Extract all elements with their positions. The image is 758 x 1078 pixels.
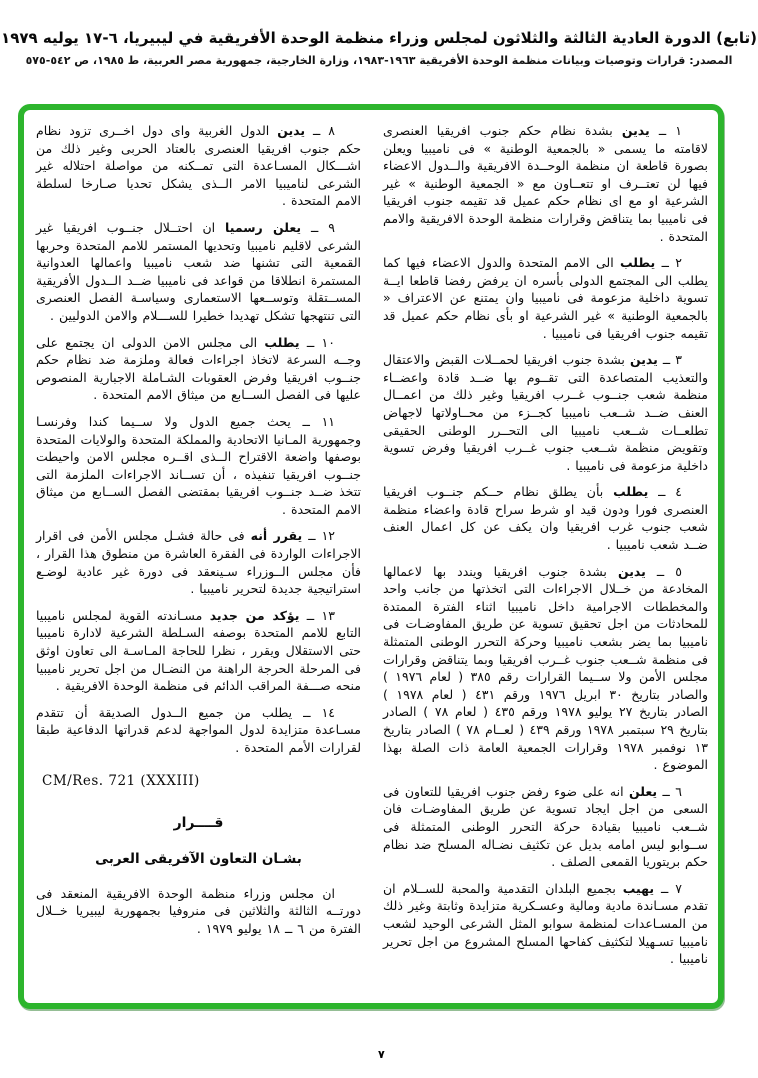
column-right xyxy=(383,122,708,993)
resolution-clause: ١١ ــ يحث جميع الدول ولا ســيما كندا وفرنسـا وجمهورية المـانيا الاتحادية والمملكة المتحدة والولايات المتحدة بوصفها واضعة الاقتراح الــذى اقــره مجلس الامن واحيطت جنــوب افريقيا تنفيذه ، أن تســاند الاجراءات الملزمة التى تتخذ ضــد جنــوب افريقيا بمقتضى الفصل الســابع من ميثاق الامم المتحدة . xyxy=(36,413,361,517)
decision-heading: قــــرار xyxy=(173,814,224,831)
session-title: (تابع) الدورة العادية الثالثة والثلاثون لمجلس وزراء منظمة الوحدة الأفريقية في ليبيريا، ٦-١٧ يوليه ١٩٧٩ xyxy=(1,29,757,47)
column-left-paragraphs xyxy=(36,122,361,757)
decision-subject: بشـان التعاون الآفريقى العربى xyxy=(95,850,302,867)
resolution-clause: ١ ــ يدين بشدة نظام حكم جنوب افريقيا العنصرى لاقامته ما يسمى « بالجمعية الوطنية » فى ناميبيا ويعلن بصورة قاطعة ان منظمة الوحــدة الافريقية والــدول الاعضاء فيها لن تعتــرف او تتعــاون مع « الجمعية الوطنية » غير الشرعية او مع اى نظام حكم عميل قد تقيمه جنوب افريقيا فى ناميبيا بما يتناقض وقرارات منظمة الوحدة الافريقية والامم المتحدة . xyxy=(383,123,708,244)
resolution-clause: ١٣ ــ يؤكد من جديد مسـاندته القوية لمجلس ناميبيا التابع للامم المتحدة بوصفه السـلطة الشرعية لادارة ناميبيا حتى الاستقلال ويقرر ، نظرا للحاجة المـاسـة الى تعاون اوثق فى المرحلة الحرجة الراهنة من النضـال من اجل تحرير ناميبيا منحه صـــفة المراقب الدائم فى منظمة الوحدة الافريقية . xyxy=(36,607,361,694)
column-right-paragraphs xyxy=(383,122,708,968)
resolution-reference: CM/Res. 721 (XXXIII) xyxy=(42,772,200,789)
source-citation: المصدر: قرارات وتوصيات وبيانات منظمة الوحدة الأفريقية ١٩٦٣-١٩٨٣، وزارة الخارجية، جمهورية مصر العربية، ط ١٩٨٥، ص ٥٤٢-٥٧٥ xyxy=(25,54,733,67)
resolution-clause: ١٤ ــ يطلب من جميع الــدول الصديقة أن تتقدم مسـاعدة متزايدة لدول المواجهة لدعم قدراتها الدفاعية طبقا لقرارات الأمم المتحدة . xyxy=(36,704,361,755)
resolution-clause: ٧ ــ يهيب بجميع البلدان التقدمية والمحبة للســلام ان تقدم مسـاندة مادية ومالية وعسـكرية متزايدة وثابتة وغير ذلك من المسـاعدات لمنظمة سوابو المثل الشرعى الوحيد لشعب ناميبيا تسـهيلا لتكثيف كفاحها المسلح المشروع من اجل تحرير ناميبيا . xyxy=(383,880,708,967)
green-highlight-frame xyxy=(18,104,724,1009)
page-header xyxy=(0,28,758,67)
resolution-clause: ٨ ــ يدين الدول الغربية واى دول اخــرى تزود نظام حكم جنوب افريقيا العنصرى بالعتاد الحربى وغير ذلك من اشـــكال المسـاعدة التى تمــكنه من مواصلة احتلاله غير الشرعى لناميبيا الامر الــذى يشكل تحديا صـارخا لسلطة الامم المتحدة . xyxy=(36,123,361,209)
page-number-mark: ٧ xyxy=(378,1048,385,1061)
resolution-clause: ٣ ــ يدين بشدة جنوب افريقيا لحمــلات القبض والاعتقال والتعذيب المتصاعدة التى تقــوم بها ضــد قادة واعضــاء منظمة شعب جنــوب غــرب افريقيا وغير ذلك من اعمــال العنف ضــد شــعب ناميبيا كجــزء من محــاولاتها لاجهاض تطلعــات شــعب ناميبيا الى التحــرر الوطنى الحقيقى وتقويض منظمة شــعب جنوب غــرب افريقيا وفرض تسوية داخلية مزعومة فى ناميبيا . xyxy=(383,352,708,473)
closing-paragraph: ان مجلس وزراء منظمة الوحدة الافريقية المنعقد فى دورتــه الثالثة والثلاثين فى منروفيا بجمهورية ليبيريا خــلال الفترة من ٦ ــ ١٨ يوليو ١٩٧٩ . xyxy=(36,885,361,936)
two-column-text xyxy=(24,110,718,1003)
resolution-clause: ١٢ ــ يقرر أنه فى حالة فشـل مجلس الأمن فى اقرار الاجراءات الواردة فى الفقرة العاشرة من منطوق هذا القرار ، فأن مجلس الــوزراء سـينعقد فى دورة غير عادية لوضـع استراتيجية جديدة لتحرير ناميبيا . xyxy=(36,528,361,597)
resolution-clause: ٩ ــ يعلن رسميا ان احتــلال جنــوب افريقيا غير الشرعى لاقليم ناميبيا وتحديها المستمر للامم المتحدة وحربها القمعية التى تشنها ضد شعب ناميبيا واعمالها العدوانية المستمرة انطلاقا من قواعد فى ناميبيا ضــد الــدول الأفريقية المســتقلة وتوســعها الاستعمارى وسياسـة الفصل العنصرى التى تنتهجها تشكل تهديدا خطيرا للســـلام والامن الدوليين . xyxy=(36,219,361,323)
column-left xyxy=(36,122,361,993)
resolution-clause: ٤ ــ يطلب بأن يطلق نظام حــكم جنــوب افريقيا العنصرى فورا ودون قيد او شرط سراح قادة واعضاء منظمة شعب جنوب غرب افريقيا وان يكف عن كل اعمال العنف ضــد شعب ناميبيا . xyxy=(383,484,708,553)
resolution-clause: ٥ ــ يدين بشدة جنوب افريقيا ويندد بها لاعمالها المخادعة من خــلال الاجراءات التى اتخذتها من جانب واحد والمخططات الاجرامية داخل ناميبيا اثناء الفترة الممتدة للمحادثات من اجل تحقيق تسوية عن طريق المفاوضـات فى ناميبيا بما يضر بشعب ناميبيا وحركة التحرر الوطنى المتمثلة فى منظمة شــعب جنوب غــرب افريقيا وبما يتناقض وقرارات مجلس الأمن ولا ســيما القرارات رقم ٣٨٥ ( لعام ١٩٧٦ ) والصادر بتاريخ ٣٠ ابريل ١٩٧٦ ورقم ٤٣١ ( لعام ١٩٧٨ ) الصادر بتاريخ ٢٧ يوليو ١٩٧٨ ورقم ٤٣٥ ( لعام ٧٨ ) الصادر بتاريخ ٢٩ سبتمبر ١٩٧٨ ورقم ٤٣٩ ( لعــام ٧٨ ) الصادر بتاريخ ١٣ نوفمبر ١٩٧٨ وقرارات الجمعية العامة ذات الصلة بهذا الموضوع . xyxy=(383,563,709,773)
resolution-clause: ٢ ــ يطلب الى الامم المتحدة والدول الاعضاء فيها كما يطلب الى المجتمع الدولى بأسره ان يرفض رفضا قاطعا ايــة تسوية داخلية مزعومة فى ناميبيا وان يمتنع عن الاعتراف « بالجمعية الوطنية » غير الشرعية او بأى نظام حكم عميل قد تقيمه جنوب افريقيا فى ناميبيا . xyxy=(383,255,708,341)
resolution-clause: ٦ ــ يعلن انه على ضوء رفض جنوب افريقيا للتعاون فى السعى من اجل ايجاد تسوية عن طريق المفاوضـات فان شــعب ناميبيا بقيادة حركة التحرر الوطنى المتمثلة فى ســوابو ليس امامه بديل عن تكثيف نضـاله المسلح ضد نظام حكم بريتوريا القمعى الصلف . xyxy=(383,783,708,870)
resolution-clause: ١٠ ــ يطلب الى مجلس الامن الدولى ان يجتمع على وجــه السرعة لاتخاذ اجراءات فعالة وملزمة ضد نظام حكم جنــوب افريقيا وفرض العقوبات الشـاملة الاجبارية المنصوص عليها فى الفصل الســابع من ميثاق الامم المتحدة . xyxy=(36,334,361,403)
